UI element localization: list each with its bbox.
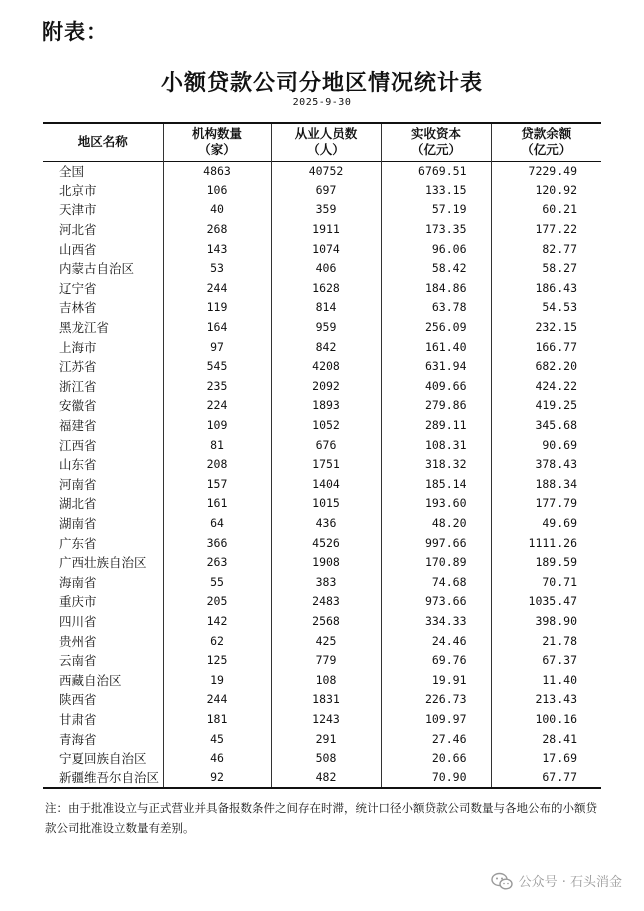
cell-paid-in-capital: 409.66 [381,377,491,397]
header-institutions-unit: （家） [198,142,236,158]
cell-region: 云南省 [59,653,97,669]
cell-loan-balance: 82.77 [491,239,601,259]
cell-employees: 1911 [271,220,381,240]
cell-paid-in-capital: 318.32 [381,455,491,475]
cell-paid-in-capital: 973.66 [381,592,491,612]
table-row [43,572,601,592]
table-row [43,710,601,730]
cell-employees: 359 [271,200,381,220]
table-row [43,337,601,357]
header-region-label: 地区名称 [77,134,128,150]
cell-employees: 814 [271,298,381,318]
page-title: 小额贷款公司分地区情况统计表 [160,70,483,96]
cell-employees: 291 [271,729,381,749]
cell-paid-in-capital: 63.78 [381,298,491,318]
cell-loan-balance: 682.20 [491,357,601,377]
cell-loan-balance: 7229.49 [491,161,601,181]
cell-paid-in-capital: 133.15 [381,181,491,201]
cell-region: 宁夏回族自治区 [59,751,147,767]
cell-region: 江西省 [59,437,97,453]
cell-paid-in-capital: 173.35 [381,220,491,240]
cell-region: 上海市 [59,339,97,355]
cell-employees: 508 [271,749,381,769]
table-row [43,514,601,534]
cell-institutions: 161 [163,494,271,514]
cell-loan-balance: 398.90 [491,612,601,632]
cell-paid-in-capital: 631.94 [381,357,491,377]
cell-paid-in-capital: 193.60 [381,494,491,514]
table-row [43,357,601,377]
table-row [43,377,601,397]
cell-region: 全国 [59,163,85,179]
table-row [43,533,601,553]
table-row [43,181,601,201]
cell-loan-balance: 177.79 [491,494,601,514]
cell-institutions: 55 [163,572,271,592]
cell-loan-balance: 70.71 [491,572,601,592]
cell-employees: 2483 [271,592,381,612]
header-institutions [163,123,271,161]
cell-institutions: 45 [163,729,271,749]
cell-region: 甘肃省 [59,711,97,727]
table-row [43,612,601,632]
cell-paid-in-capital: 334.33 [381,612,491,632]
cell-institutions: 181 [163,710,271,730]
cell-paid-in-capital: 279.86 [381,396,491,416]
table-body [43,161,601,788]
cell-loan-balance: 11.40 [491,670,601,690]
header-employees-unit: （人） [307,142,345,158]
cell-region: 西藏自治区 [59,672,122,688]
cell-employees: 482 [271,768,381,788]
watermark-text: 公众号 · 石头消金 [518,875,622,890]
cell-employees: 436 [271,514,381,534]
cell-paid-in-capital: 108.31 [381,435,491,455]
header-employees-label: 从业人员数 [294,126,358,142]
cell-institutions: 19 [163,670,271,690]
cell-region: 浙江省 [59,378,97,394]
cell-paid-in-capital: 48.20 [381,514,491,534]
table-row [43,670,601,690]
cell-loan-balance: 67.77 [491,768,601,788]
header-employees [271,123,381,161]
cell-loan-balance: 424.22 [491,377,601,397]
header-loan-label: 贷款余额 [521,126,572,142]
cell-institutions: 205 [163,592,271,612]
cell-employees: 1015 [271,494,381,514]
cell-region: 山西省 [59,241,97,257]
cell-loan-balance: 378.43 [491,455,601,475]
table-row [43,220,601,240]
cell-loan-balance: 232.15 [491,318,601,338]
watermark [491,871,622,890]
cell-institutions: 40 [163,200,271,220]
cell-paid-in-capital: 226.73 [381,690,491,710]
cell-institutions: 235 [163,377,271,397]
cell-paid-in-capital: 6769.51 [381,161,491,181]
cell-employees: 959 [271,318,381,338]
cell-loan-balance: 58.27 [491,259,601,279]
cell-region: 北京市 [59,182,97,198]
cell-employees: 697 [271,181,381,201]
cell-employees: 4208 [271,357,381,377]
table-row [43,435,601,455]
cell-region: 吉林省 [59,300,97,316]
cell-loan-balance: 188.34 [491,475,601,495]
cell-institutions: 109 [163,416,271,436]
cell-paid-in-capital: 109.97 [381,710,491,730]
cell-loan-balance: 186.43 [491,279,601,299]
cell-employees: 2092 [271,377,381,397]
cell-institutions: 366 [163,533,271,553]
cell-region: 湖南省 [59,515,97,531]
table-row [43,200,601,220]
cell-employees: 425 [271,631,381,651]
cell-employees: 383 [271,572,381,592]
cell-region: 海南省 [59,574,97,590]
cell-institutions: 81 [163,435,271,455]
table-header-row [43,123,601,161]
cell-employees: 1243 [271,710,381,730]
cell-employees: 108 [271,670,381,690]
cell-paid-in-capital: 256.09 [381,318,491,338]
cell-region: 河北省 [59,222,97,238]
cell-loan-balance: 28.41 [491,729,601,749]
table-row [43,259,601,279]
table-row [43,298,601,318]
cell-loan-balance: 90.69 [491,435,601,455]
cell-employees: 842 [271,337,381,357]
cell-institutions: 157 [163,475,271,495]
cell-institutions: 119 [163,298,271,318]
cell-institutions: 268 [163,220,271,240]
header-capital-label: 实收资本 [410,126,461,142]
cell-paid-in-capital: 57.19 [381,200,491,220]
table-row [43,161,601,181]
table-row [43,651,601,671]
cell-employees: 2568 [271,612,381,632]
cell-paid-in-capital: 997.66 [381,533,491,553]
cell-region: 新疆维吾尔自治区 [59,770,160,786]
cell-institutions: 46 [163,749,271,769]
cell-institutions: 4863 [163,161,271,181]
cell-loan-balance: 1035.47 [491,592,601,612]
cell-paid-in-capital: 24.46 [381,631,491,651]
cell-paid-in-capital: 69.76 [381,651,491,671]
cell-institutions: 208 [163,455,271,475]
table-row [43,494,601,514]
table-row [43,396,601,416]
cell-institutions: 142 [163,612,271,632]
cell-region: 广西壮族自治区 [59,555,147,571]
table-row [43,279,601,299]
cell-institutions: 244 [163,279,271,299]
table-row [43,553,601,573]
appendix-label: 附表： [42,20,108,44]
cell-institutions: 263 [163,553,271,573]
cell-region: 福建省 [59,418,97,434]
cell-region: 青海省 [59,731,97,747]
cell-institutions: 62 [163,631,271,651]
statistics-table [43,122,601,789]
cell-paid-in-capital: 19.91 [381,670,491,690]
wechat-icon [491,872,513,890]
cell-institutions: 244 [163,690,271,710]
header-capital-unit: （亿元） [410,142,461,158]
cell-region: 广东省 [59,535,97,551]
table-row [43,455,601,475]
report-date: 2025-9-30 [292,97,352,108]
table-row [43,475,601,495]
cell-loan-balance: 67.37 [491,651,601,671]
cell-loan-balance: 177.22 [491,220,601,240]
cell-employees: 1831 [271,690,381,710]
cell-institutions: 545 [163,357,271,377]
cell-region: 重庆市 [59,594,97,610]
cell-region: 河南省 [59,476,97,492]
cell-employees: 406 [271,259,381,279]
cell-loan-balance: 21.78 [491,631,601,651]
cell-loan-balance: 120.92 [491,181,601,201]
cell-employees: 1404 [271,475,381,495]
cell-paid-in-capital: 161.40 [381,337,491,357]
cell-loan-balance: 345.68 [491,416,601,436]
cell-loan-balance: 100.16 [491,710,601,730]
cell-employees: 1628 [271,279,381,299]
header-institutions-label: 机构数量 [191,126,242,142]
cell-institutions: 224 [163,396,271,416]
cell-employees: 1751 [271,455,381,475]
header-loan-balance [491,123,601,161]
cell-loan-balance: 419.25 [491,396,601,416]
cell-employees: 1908 [271,553,381,573]
table-row [43,416,601,436]
cell-region: 江苏省 [59,359,97,375]
cell-paid-in-capital: 185.14 [381,475,491,495]
cell-paid-in-capital: 184.86 [381,279,491,299]
cell-institutions: 64 [163,514,271,534]
cell-institutions: 106 [163,181,271,201]
cell-loan-balance: 213.43 [491,690,601,710]
cell-loan-balance: 17.69 [491,749,601,769]
cell-institutions: 97 [163,337,271,357]
table-row [43,631,601,651]
cell-region: 四川省 [59,613,97,629]
cell-region: 内蒙古自治区 [59,261,135,277]
cell-employees: 1893 [271,396,381,416]
cell-paid-in-capital: 74.68 [381,572,491,592]
cell-region: 辽宁省 [59,280,97,296]
cell-paid-in-capital: 27.46 [381,729,491,749]
cell-employees: 1052 [271,416,381,436]
cell-institutions: 125 [163,651,271,671]
cell-region: 安徽省 [59,398,97,414]
cell-employees: 779 [271,651,381,671]
cell-region: 山东省 [59,457,97,473]
cell-paid-in-capital: 20.66 [381,749,491,769]
cell-paid-in-capital: 58.42 [381,259,491,279]
table-row [43,768,601,788]
cell-region: 陕西省 [59,692,97,708]
table-row [43,690,601,710]
header-paid-in-capital [381,123,491,161]
cell-loan-balance: 49.69 [491,514,601,534]
cell-employees: 4526 [271,533,381,553]
cell-employees: 676 [271,435,381,455]
cell-institutions: 92 [163,768,271,788]
cell-loan-balance: 54.53 [491,298,601,318]
cell-employees: 1074 [271,239,381,259]
table-row [43,318,601,338]
cell-institutions: 53 [163,259,271,279]
cell-paid-in-capital: 289.11 [381,416,491,436]
cell-paid-in-capital: 170.89 [381,553,491,573]
cell-institutions: 143 [163,239,271,259]
cell-employees: 40752 [271,161,381,181]
cell-loan-balance: 166.77 [491,337,601,357]
cell-region: 贵州省 [59,633,97,649]
cell-region: 天津市 [59,202,97,218]
table-row [43,239,601,259]
cell-loan-balance: 189.59 [491,553,601,573]
cell-paid-in-capital: 96.06 [381,239,491,259]
footnote: 注：由于批准设立与正式营业并具备报数条件之间存在时滞，统计口径小额贷款公司数量与各地公布的小额贷款公司批准设立数量有差别。 [45,801,597,835]
cell-institutions: 164 [163,318,271,338]
table-row [43,592,601,612]
cell-paid-in-capital: 70.90 [381,768,491,788]
table-row [43,729,601,749]
cell-region: 黑龙江省 [59,320,110,336]
cell-loan-balance: 1111.26 [491,533,601,553]
cell-loan-balance: 60.21 [491,200,601,220]
cell-region: 湖北省 [59,496,97,512]
header-loan-unit: （亿元） [521,142,572,158]
table-row [43,749,601,769]
header-region [43,123,163,161]
